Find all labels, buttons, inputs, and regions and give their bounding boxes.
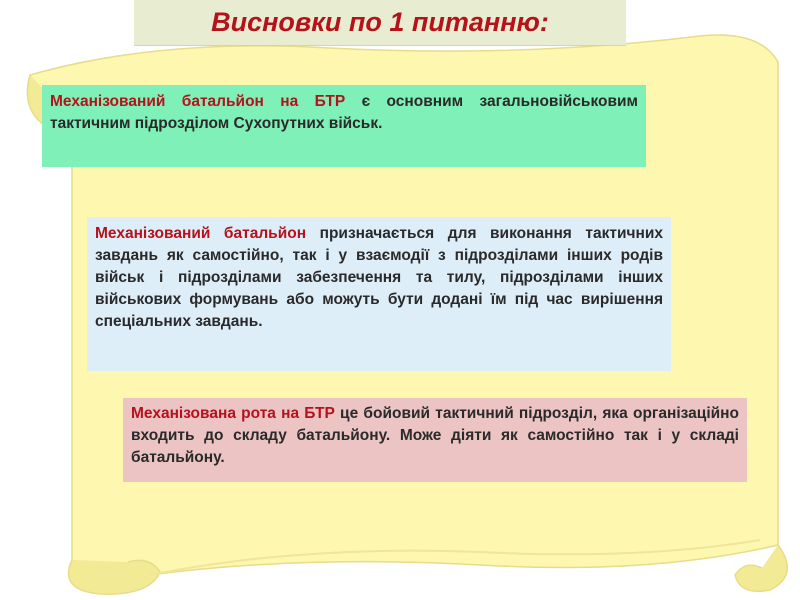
conclusion-block-1 <box>42 85 646 167</box>
conclusion-block-3 <box>123 398 747 482</box>
page-title: Висновки по 1 питанню: <box>211 7 549 37</box>
block-3-highlight: Механізована рота на БТР <box>131 405 335 422</box>
block-1-highlight: Механізований батальйон на БТР <box>50 93 346 110</box>
block-1-text: є основним загальновійськовим тактичним підрозділом Сухопутних військ. <box>50 93 638 132</box>
conclusion-block-2 <box>87 217 671 371</box>
title-bar <box>134 0 626 46</box>
block-2-text: призначається для виконання тактичних завдань як самостійно, так і у взаємодії з підрозділами інших родів військ і підрозділами забезпечення та тилу, підрозділами інших військових формувань або можуть бути додані їм під час вирішення спеціальних завдань. <box>95 225 663 330</box>
block-3-text: це бойовий тактичний підрозділ, яка організаційно входить до складу батальйону. Може діяти як самостійно так і у складі батальйону. <box>131 405 739 466</box>
block-2-highlight: Механізований батальйон <box>95 225 307 242</box>
